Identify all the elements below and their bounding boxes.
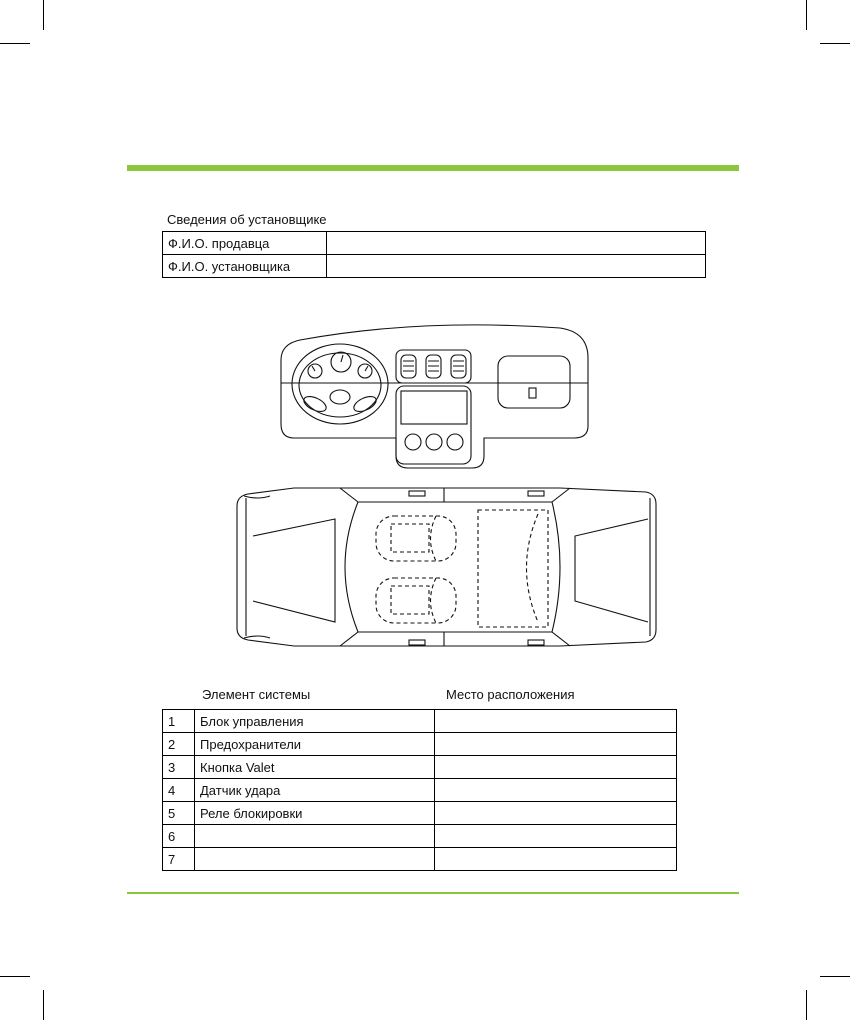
- gauge-needle: [341, 355, 343, 362]
- door-handle: [409, 491, 425, 496]
- table-row: [163, 733, 677, 756]
- dashboard-drawing: [281, 325, 588, 468]
- console-knob-right: [447, 434, 463, 450]
- wheel-hub: [330, 390, 350, 404]
- instrument-cluster: [292, 344, 388, 424]
- elements-table: [162, 709, 677, 871]
- seat-rear-top: [376, 516, 456, 561]
- door-handle: [409, 640, 425, 645]
- installer-name-label: Ф.И.О. установщика: [163, 255, 327, 278]
- seat-back-curve: [431, 516, 437, 561]
- cabin-outline: [358, 502, 552, 632]
- location-field[interactable]: [435, 756, 677, 779]
- location-field[interactable]: [435, 710, 677, 733]
- table-row: [163, 825, 677, 848]
- table-row: [163, 779, 677, 802]
- row-number: 6: [163, 825, 195, 848]
- element-column-header: Элемент системы: [202, 687, 311, 702]
- location-field[interactable]: [435, 825, 677, 848]
- console-knob-center: [426, 434, 442, 450]
- location-field[interactable]: [435, 848, 677, 871]
- door-handle: [528, 640, 544, 645]
- element-name: Реле блокировки: [195, 802, 435, 825]
- location-field[interactable]: [435, 802, 677, 825]
- installer-section-title: Сведения об установщике: [167, 212, 327, 227]
- table-row: [163, 802, 677, 825]
- car-body-outline: [237, 488, 656, 646]
- steering-wheel-rim: [299, 353, 381, 417]
- front-bench-curve: [527, 514, 539, 622]
- location-field[interactable]: [435, 733, 677, 756]
- vent-slats: [403, 361, 464, 371]
- row-number: 3: [163, 756, 195, 779]
- element-name: Датчик удара: [195, 779, 435, 802]
- seat-back-curve: [431, 578, 437, 623]
- table-row: [163, 756, 677, 779]
- glove-box: [498, 356, 570, 408]
- rear-pillar-lines: [340, 488, 358, 646]
- seat-cushion: [391, 586, 429, 614]
- front-bench: [478, 510, 548, 627]
- rear-window: [253, 519, 335, 622]
- console-knob-left: [405, 434, 421, 450]
- seat-rear-bottom: [376, 578, 456, 623]
- dashboard-outline: [281, 325, 588, 468]
- radio-display: [401, 391, 467, 424]
- door-handle: [528, 491, 544, 496]
- car-top-view: [237, 488, 656, 646]
- gauge-needle: [312, 366, 315, 371]
- table-row: [163, 848, 677, 871]
- element-name[interactable]: [195, 848, 435, 871]
- element-name: Предохранители: [195, 733, 435, 756]
- glove-box-latch: [529, 388, 536, 398]
- row-number: 5: [163, 802, 195, 825]
- seller-name-label: Ф.И.О. продавца: [163, 232, 327, 255]
- hood-window: [575, 519, 648, 622]
- row-number: 1: [163, 710, 195, 733]
- location-field[interactable]: [435, 779, 677, 802]
- center-console: [396, 386, 471, 464]
- table-row: [163, 710, 677, 733]
- location-column-header: Место расположения: [446, 687, 575, 702]
- seat-cushion: [391, 524, 429, 552]
- cabin-rear-arc: [345, 502, 358, 632]
- rear-pillar-curves: [244, 496, 270, 638]
- element-name: Блок управления: [195, 710, 435, 733]
- gauge-needle: [365, 366, 368, 371]
- element-name[interactable]: [195, 825, 435, 848]
- row-number: 4: [163, 779, 195, 802]
- windshield-arc: [552, 502, 560, 632]
- row-number: 7: [163, 848, 195, 871]
- seats-dashed: [376, 510, 548, 627]
- element-name: Кнопка Valet: [195, 756, 435, 779]
- row-number: 2: [163, 733, 195, 756]
